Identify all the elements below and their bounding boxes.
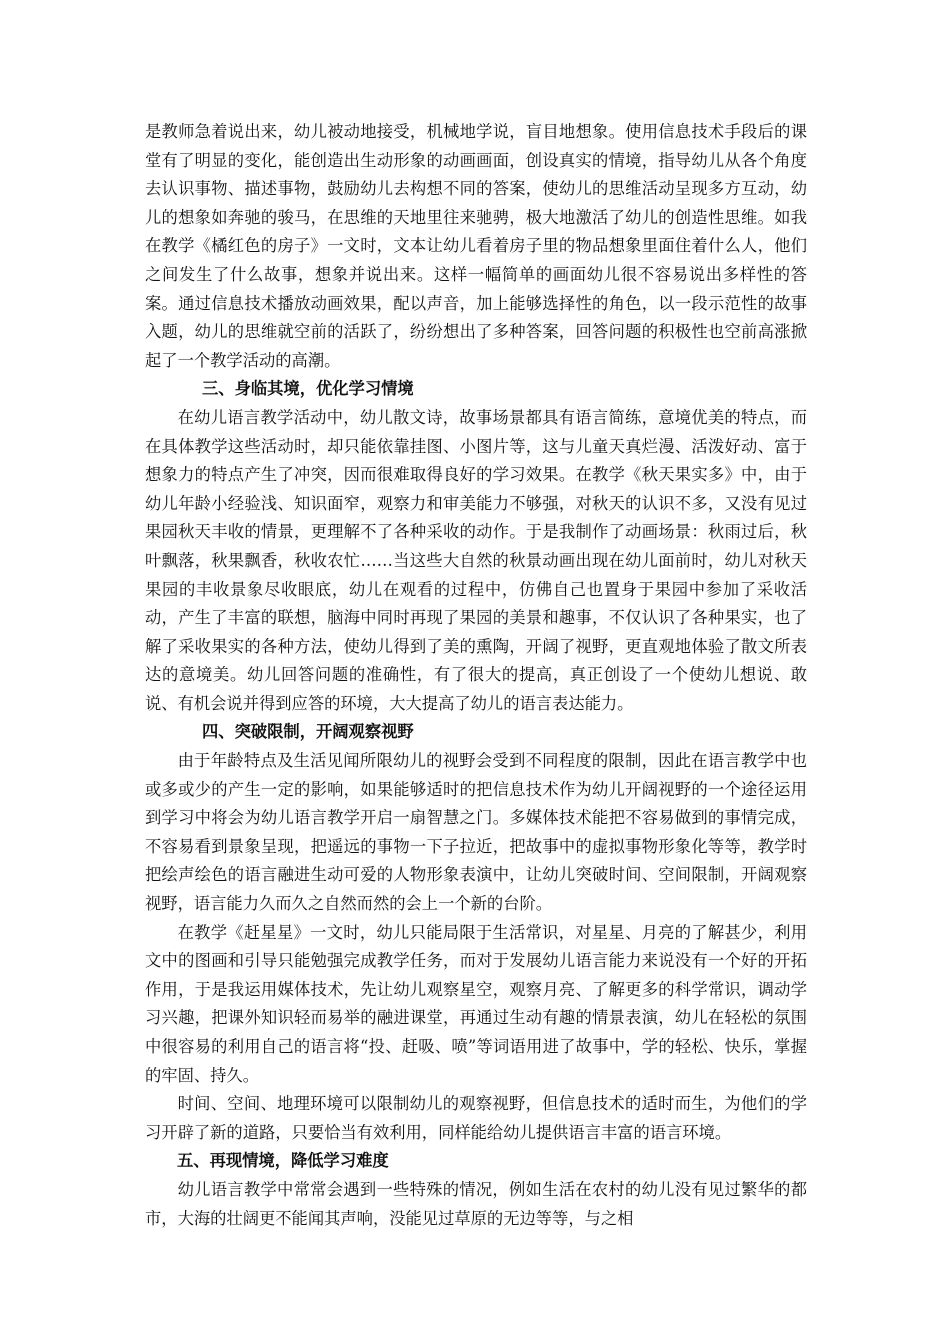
paragraph-time-space: 时间、空间、地理环境可以限制幼儿的观察视野，但信息技术的适时而生，为他们的学习开辟了新的道路，只要恰当有效利用，同样能给幼儿提供语言丰富的语言环境。 [145,1094,807,1142]
section-heading-three: 三、身临其境，优化学习情境 [202,379,414,399]
paragraph-chasing-stars: 在教学《赶星星》一文时，幼儿只能局限于生活常识，对星星、月亮的了解甚少，利用文中的图画和引导只能勉强完成教学任务，而对于发展幼儿语言能力来说没有一个好的开拓作用，于是我运用媒体技术，先让幼儿观察星空，观察月亮、了解更多的科学常识，调动学习兴趣，把课外知识轻而易举的融进课堂，再通过生动有趣的情景表演，幼儿在轻松的氛围中很容易的利用自己的语言将“投、赶吸、喷”等词语用进了故事中，学的轻松、快乐，掌握的牢固、持久。 [145,922,807,1085]
section-heading-four: 四、突破限制，开阔观察视野 [202,722,414,742]
paragraph-autumn-fruits: 在幼儿语言教学活动中，幼儿散文诗，故事场景都具有语言简练，意境优美的特点，而在具体教学这些活动时，却只能依靠挂图、小图片等，这与儿童天真烂漫、活泼好动、富于想象力的特点产生了冲突，因而很难取得良好的学习效果。在教学《秋天果实多》中，由于幼儿年龄小经验浅、知识面窄，观察力和审美能力不够强，对秋天的认识不多，又没有见过果园秋天丰收的情景，更理解不了各种采收的动作。于是我制作了动画场景：秋雨过后，秋叶飘落，秋果飘香，秋收农忙……当这些大自然的秋景动画出现在幼儿面前时，幼儿对秋天果园的丰收景象尽收眼底，幼儿在观看的过程中，仿佛自己也置身于果园中参加了采收活动，产生了丰富的联想，脑海中同时再现了果园的美景和趣事，不仅认识了各种果实，也了解了采收果实的各种方法，使幼儿得到了美的熏陶，开阔了视野，更直观地体验了散文所表达的意境美。幼儿回答问题的准确性，有了很大的提高，真正创设了一个使幼儿想说、敢说、有机会说并得到应答的环境，大大提高了幼儿的语言表达能力。 [145,407,807,713]
document-page [145,118,807,1233]
paragraph-special-situations: 幼儿语言教学中常常会遇到一些特殊的情况，例如生活在农村的幼儿没有见过繁华的都市，大海的壮阔更不能闻其声响，没能见过草原的无边等等，与之相 [145,1179,807,1228]
paragraph-continuation: 是教师急着说出来，幼儿被动地接受，机械地学说，盲目地想象。使用信息技术手段后的课堂有了明显的变化，能创造出生动形象的动画画面，创设真实的情境，指导幼儿从各个角度去认识事物、描述事物，鼓励幼儿去构想不同的答案，使幼儿的思维活动呈现多方互动，幼儿的想象如奔驰的骏马，在思维的天地里往来驰骋，极大地激活了幼儿的创造性思维。如我在教学《橘红色的房子》一文时，文本让幼儿看着房子里的物品想象里面住着什么人，他们之间发生了什么故事，想象并说出来。这样一幅简单的画面幼儿很不容易说出多样性的答案。通过信息技术播放动画效果，配以声音，加上能够选择性的角色，以一段示范性的故事入题，幼儿的思维就空前的活跃了，纷纷想出了多种答案，回答问题的积极性也空前高涨掀起了一个教学活动的高潮。 [145,122,807,370]
paragraph-broaden-vision: 由于年龄特点及生活见闻所限幼儿的视野会受到不同程度的限制，因此在语言教学中也或多或少的产生一定的影响，如果能够适时的把信息技术作为幼儿开阔视野的一个途径运用到学习中将会为幼儿语言教学开启一扇智慧之门。多媒体技术能把不容易做到的事情完成，不容易看到景象呈现，把遥远的事物一下子拉近，把故事中的虚拟事物形象化等等，教学时把绘声绘色的语言融进生动可爱的人物形象表演中，让幼儿突破时间、空间限制，开阔观察视野，语言能力久而久之自然而然的会上一个新的台阶。 [145,751,807,914]
section-heading-five: 五、再现情境，降低学习难度 [177,1151,389,1171]
